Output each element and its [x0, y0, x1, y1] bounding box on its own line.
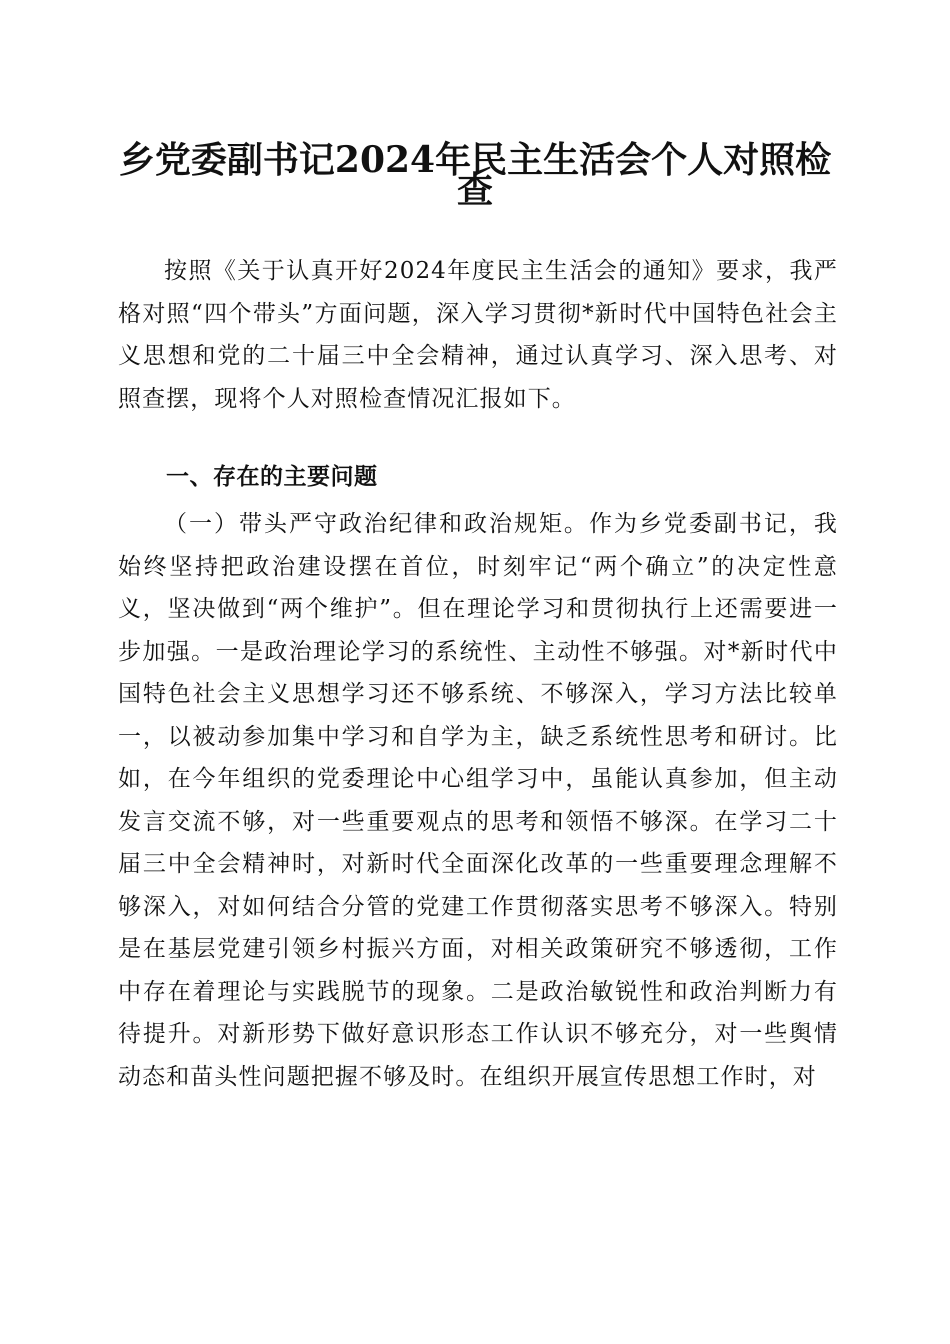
- document-title-line-2: 查: [456, 169, 493, 211]
- subsection-paragraph: [118, 503, 838, 1098]
- intro-paragraph: 按照《关于认真开好2024年度民主生活会的通知》要求，我严格对照“四个带头”方面问题，深入学习贯彻*新时代中国特色社会主义思想和党的二十届三中全会精神，通过认真学习、深入思考、对照查摆，现将个人对照检查情况汇报如下。: [118, 258, 838, 412]
- document-title-line-1: 乡党委副书记2024年民主生活会个人对照检: [118, 139, 832, 181]
- section-heading: 一、存在的主要问题: [166, 464, 378, 490]
- subsection-lead: （一）带头严守政治纪律和政治规矩。: [164, 511, 589, 537]
- subsection-body: 作为乡党委副书记，我始终坚持把政治建设摆在首位，时刻牢记“两个确立”的决定性意义，坚决做到“两个维护”。但在理论学习和贯彻执行上还需要进一步加强。一是政治理论学习的系统性、主动性不够强。对*新时代中国特色社会主义思想学习还不够系统、不够深入，学习方法比较单一，以被动参加集中学习和自学为主，缺乏系统性思考和研讨。比如，在今年组织的党委理论中心组学习中，虽能认真参加，但主动发言交流不够，对一些重要观点的思考和领悟不够深。在学习二十届三中全会精神时，对新时代全面深化改革的一些重要理念理解不够深入，对如何结合分管的党建工作贯彻落实思考不够深入。特别是在基层党建引领乡村振兴方面，对相关政策研究不够透彻，工作中存在着理论与实践脱节的现象。二是政治敏锐性和政治判断力有待提升。对新形势下做好意识形态工作认识不够充分，对一些舆情动态和苗头性问题把握不够及时。在组织开展宣传思想工作时，对: [118, 511, 839, 1090]
